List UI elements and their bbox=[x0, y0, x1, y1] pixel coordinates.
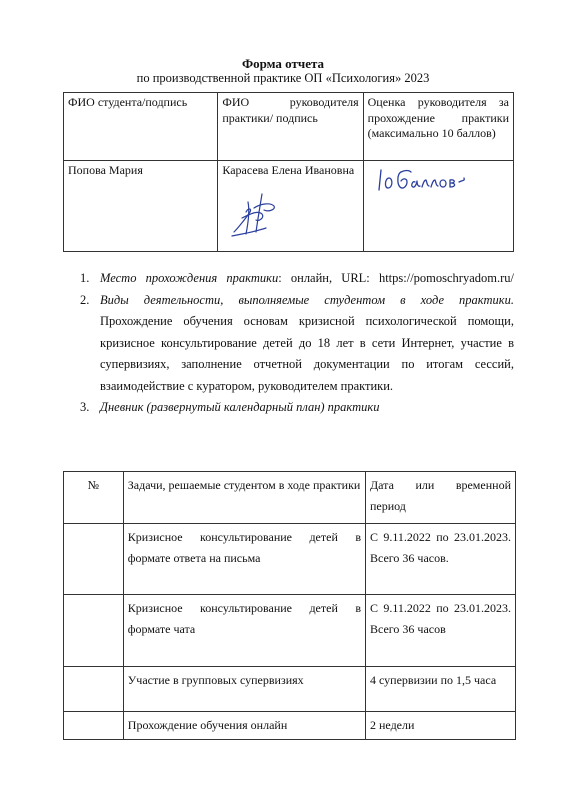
item-text: Прохождение обучения основам кризисной психологической помощи, кризисное консультирование детей до 18 лет в сети Интернет, участие в супервизиях, заполнение отчетной документации по итогам сессий, взаимодействие с куратором, руководителем практики. bbox=[100, 314, 514, 393]
list-item bbox=[80, 268, 515, 290]
page-subtitle: по производственной практике ОП «Психология» 2023 bbox=[136, 71, 430, 85]
header-task: Задачи, решаемые студентом в ходе практики bbox=[123, 472, 365, 524]
diary-table bbox=[63, 471, 516, 740]
row-period: С 9.11.2022 по 23.01.2023. Всего 36 часов. bbox=[365, 524, 515, 595]
list-item bbox=[80, 397, 514, 419]
header-period: Дата или временной период bbox=[365, 472, 515, 524]
diary-table-header-row bbox=[64, 472, 516, 524]
header-number: № bbox=[64, 472, 124, 524]
row-task: Участие в групповых супервизиях bbox=[123, 667, 365, 712]
item-number: 3. bbox=[80, 400, 90, 414]
item-text: : онлайн, URL: https://pomoschryadom.ru/ bbox=[278, 271, 515, 285]
supervisor-signature bbox=[228, 188, 288, 240]
table-row bbox=[64, 595, 516, 667]
item-label: Место прохождения практики bbox=[100, 271, 279, 285]
row-number bbox=[64, 595, 124, 667]
row-number bbox=[64, 667, 124, 712]
item-number: 2. bbox=[80, 292, 90, 307]
item-label: Виды деятельности, выполняемые студентом в ходе практики. bbox=[100, 292, 514, 307]
row-period: С 9.11.2022 по 23.01.2023. Всего 36 часов bbox=[365, 595, 515, 667]
item-label: Дневник (развернутый календарный план) практики bbox=[100, 400, 380, 414]
row-task: Прохождение обучения онлайн bbox=[123, 712, 365, 740]
header-grade: Оценка руководителя за прохождение практики (максимально 10 баллов) bbox=[363, 93, 513, 161]
page-title: Форма отчета bbox=[241, 56, 325, 71]
row-number bbox=[64, 712, 124, 740]
table-row bbox=[64, 667, 516, 712]
table-row bbox=[64, 712, 516, 740]
row-task: Кризисное консультирование детей в формате чата bbox=[123, 595, 365, 667]
student-name: Попова Мария bbox=[64, 161, 218, 252]
header-supervisor: ФИО руководителя практики/ подпись bbox=[218, 93, 363, 161]
list-item bbox=[80, 290, 514, 398]
row-task: Кризисное консультирование детей в формате ответа на письма bbox=[123, 524, 365, 595]
row-period: 2 недели bbox=[365, 712, 515, 740]
row-number bbox=[64, 524, 124, 595]
report-items-list bbox=[80, 268, 515, 419]
header-student: ФИО студента/подпись bbox=[64, 93, 218, 161]
item-number: 1. bbox=[80, 271, 90, 285]
report-table-header-row bbox=[64, 93, 514, 161]
row-period: 4 супервизии по 1,5 часа bbox=[365, 667, 515, 712]
supervisor-name-text: Карасева Елена Ивановна bbox=[222, 163, 355, 177]
table-row bbox=[64, 524, 516, 595]
handwritten-grade bbox=[375, 160, 485, 196]
